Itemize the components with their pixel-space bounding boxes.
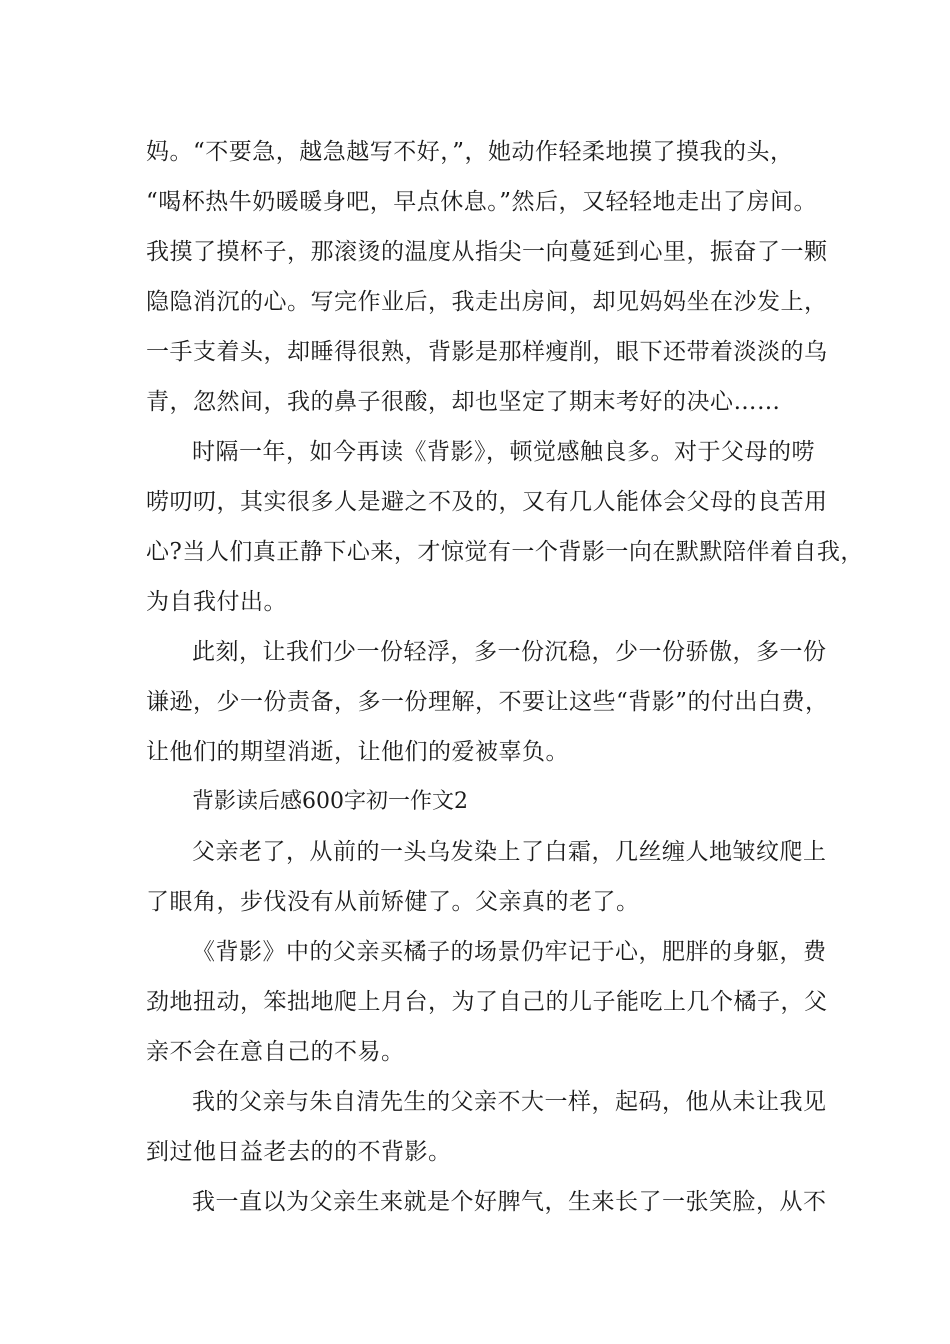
text-line: “喝杯热牛奶暖暖身吧，早点休息。”然后，又轻轻地走出了房间。 xyxy=(146,189,818,215)
text-line: 到过他日益老去的的不背影。 xyxy=(146,1139,452,1165)
text-line: 为自我付出。 xyxy=(146,589,287,615)
text-line: 一手支着头，却睡得很熟，背影是那样瘦削，眼下还带着淡淡的乌 xyxy=(146,339,828,365)
paragraph-first-line: 时隔一年，如今再读《背影》，顿觉感触良多。对于父母的唠 xyxy=(192,439,815,465)
text-line: 青，忽然间，我的鼻子很酸，却也坚定了期末考好的决心…… xyxy=(146,389,781,415)
text-line: 谦逊，少一份责备，多一份理解，不要让这些“背影”的付出白费， xyxy=(146,689,829,715)
text-line: 让他们的期望消逝，让他们的爱被辜负。 xyxy=(146,739,569,765)
text-line: 了眼角，步伐没有从前矫健了。父亲真的老了。 xyxy=(146,889,640,915)
text-line: 心?当人们真正静下心来，才惊觉有一个背影一向在默默陪伴着自我， xyxy=(146,539,864,565)
paragraph-first-line: 我一直以为父亲生来就是个好脾气，生来长了一张笑脸，从不 xyxy=(192,1189,827,1215)
paragraph-first-line: 我的父亲与朱自清先生的父亲不大一样，起码，他从未让我见 xyxy=(192,1089,827,1115)
section-heading: 背影读后感600字初一作文2 xyxy=(192,789,468,814)
paragraph-first-line: 父亲老了，从前的一头乌发染上了白霜，几丝缠人地皱纹爬上 xyxy=(192,839,827,865)
text-line: 妈。“不要急，越急越写不好，”，她动作轻柔地摸了摸我的头， xyxy=(146,139,794,165)
text-line: 唠叨叨，其实很多人是避之不及的，又有几人能体会父母的良苦用 xyxy=(146,489,828,515)
text-line: 亲不会在意自己的不易。 xyxy=(146,1039,405,1065)
text-line: 我摸了摸杯子，那滚烫的温度从指尖一向蔓延到心里，振奋了一颗 xyxy=(146,239,828,265)
text-line: 隐隐消沉的心。写完作业后，我走出房间，却见妈妈坐在沙发上， xyxy=(146,289,828,315)
paragraph-first-line: 《背影》中的父亲买橘子的场景仍牢记于心，肥胖的身躯，费 xyxy=(192,939,827,965)
text-line: 劲地扭动，笨拙地爬上月台，为了自己的儿子能吃上几个橘子，父 xyxy=(146,989,828,1015)
paragraph-first-line: 此刻，让我们少一份轻浮，多一份沉稳，少一份骄傲，多一份 xyxy=(192,639,827,665)
